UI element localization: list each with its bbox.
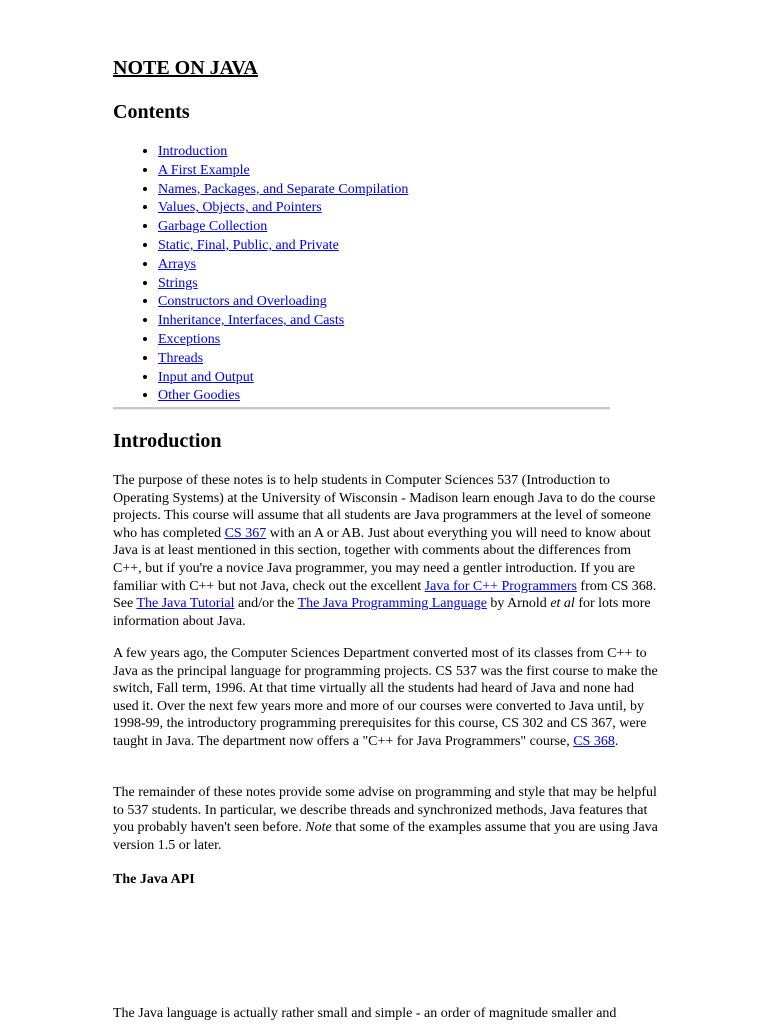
text-run: The remainder of these notes provide some advise on programming and style that may be helpful to 537 students. In particular, we describe threads and synchronized methods, Java features that you probably haven't seen before. <box>113 785 657 836</box>
intro-paragraph-1 <box>113 472 658 630</box>
intro-paragraph-3 <box>113 784 658 854</box>
toc-item-garbage-collection <box>158 217 408 236</box>
text-run: with an A or AB. Just about everything you will need to know about Java is at least mentioned in this section, together with comments about the differences from C++, but if you're a novice Java programmer, you may need a gentler introduction. If you are familiar with C++ but not Java, check out the excellent <box>113 525 651 594</box>
toc-link-static-final[interactable]: Static, Final, Public, and Private <box>158 237 339 253</box>
link-cs367[interactable]: CS 367 <box>224 525 267 541</box>
note-emphasis: Note <box>305 820 332 836</box>
toc-item-strings <box>158 274 408 293</box>
toc-item-threads <box>158 349 408 368</box>
text-run: by Arnold <box>486 596 551 612</box>
toc-link-garbage-collection[interactable]: Garbage Collection <box>158 219 268 235</box>
contents-heading: Contents <box>113 101 190 123</box>
toc-item-constructors <box>158 292 408 311</box>
java-api-heading: The Java API <box>113 872 195 887</box>
toc-link-introduction[interactable]: Introduction <box>158 144 228 159</box>
toc-link-other-goodies[interactable]: Other Goodies <box>158 388 241 404</box>
introduction-heading: Introduction <box>113 430 222 452</box>
text-run: A few years ago, the Computer Sciences Department converted most of its classes from C++ to Java as the principal language for programming projects. CS 537 was the first course to make the switch, Fall term, 1996. At that time virtually all the students had heard of Java and none had used it. Over the next few years more and more of our courses were converted to Java until, by 1998-99, the introductory programming prerequisites for this course, CS 302 and CS 367, were taught in Java. The department now offers a "C++ for Java Programmers" course, <box>113 646 658 749</box>
intro-paragraph-2 <box>113 645 658 751</box>
toc-link-exceptions[interactable]: Exceptions <box>158 331 221 347</box>
toc-link-values-objects[interactable]: Values, Objects, and Pointers <box>158 200 322 216</box>
text-run: . <box>614 733 619 749</box>
toc-item-arrays <box>158 255 408 274</box>
toc-item-names-packages <box>158 180 408 199</box>
horizontal-divider <box>113 407 610 410</box>
text-run: that some of the examples assume that you are using Java version 1.5 or later. <box>113 820 658 853</box>
toc-item-other-goodies <box>158 386 408 405</box>
toc-item-inheritance <box>158 311 408 330</box>
toc-link-inheritance[interactable]: Inheritance, Interfaces, and Casts <box>158 313 345 329</box>
toc-link-threads[interactable]: Threads <box>158 350 204 366</box>
toc-item-input-output <box>158 368 408 387</box>
link-java-tutorial[interactable]: The Java Tutorial <box>136 596 235 612</box>
toc-item-exceptions <box>158 330 408 349</box>
toc-link-arrays[interactable]: Arrays <box>158 256 197 272</box>
intro-paragraph-4: The Java language is actually rather small and simple - an order of magnitude smaller and <box>113 1006 617 1021</box>
toc-link-names-packages[interactable]: Names, Packages, and Separate Compilation <box>158 181 409 197</box>
table-of-contents <box>113 142 408 405</box>
toc-link-input-output[interactable]: Input and Output <box>158 369 254 385</box>
text-run: and/or the <box>234 596 298 612</box>
toc-item-values-objects <box>158 198 408 217</box>
toc-item-introduction <box>158 142 408 161</box>
toc-link-constructors[interactable]: Constructors and Overloading <box>158 294 327 310</box>
text-run: for lots more information about Java. <box>113 596 651 629</box>
text-run: from CS 368. See <box>113 578 657 612</box>
link-java-for-cpp[interactable]: Java for C++ Programmers <box>424 578 577 594</box>
text-run: The purpose of these notes is to help students in Computer Sciences 537 (Introduction to Operating Systems) at the University of Wisconsin - Madison learn enough Java to do the course projects. This course will assume that all students are Java programmers at the level of someone who has completed <box>113 473 656 541</box>
link-java-language[interactable]: The Java Programming Language <box>297 596 487 612</box>
toc-item-static-final <box>158 236 408 255</box>
page-title: NOTE ON JAVA <box>113 57 258 79</box>
et-al-emphasis: et al <box>550 596 575 612</box>
link-cs368[interactable]: CS 368 <box>573 733 615 749</box>
toc-link-strings[interactable]: Strings <box>158 275 198 291</box>
toc-item-first-example <box>158 161 408 180</box>
toc-link-first-example[interactable]: A First Example <box>158 162 250 178</box>
